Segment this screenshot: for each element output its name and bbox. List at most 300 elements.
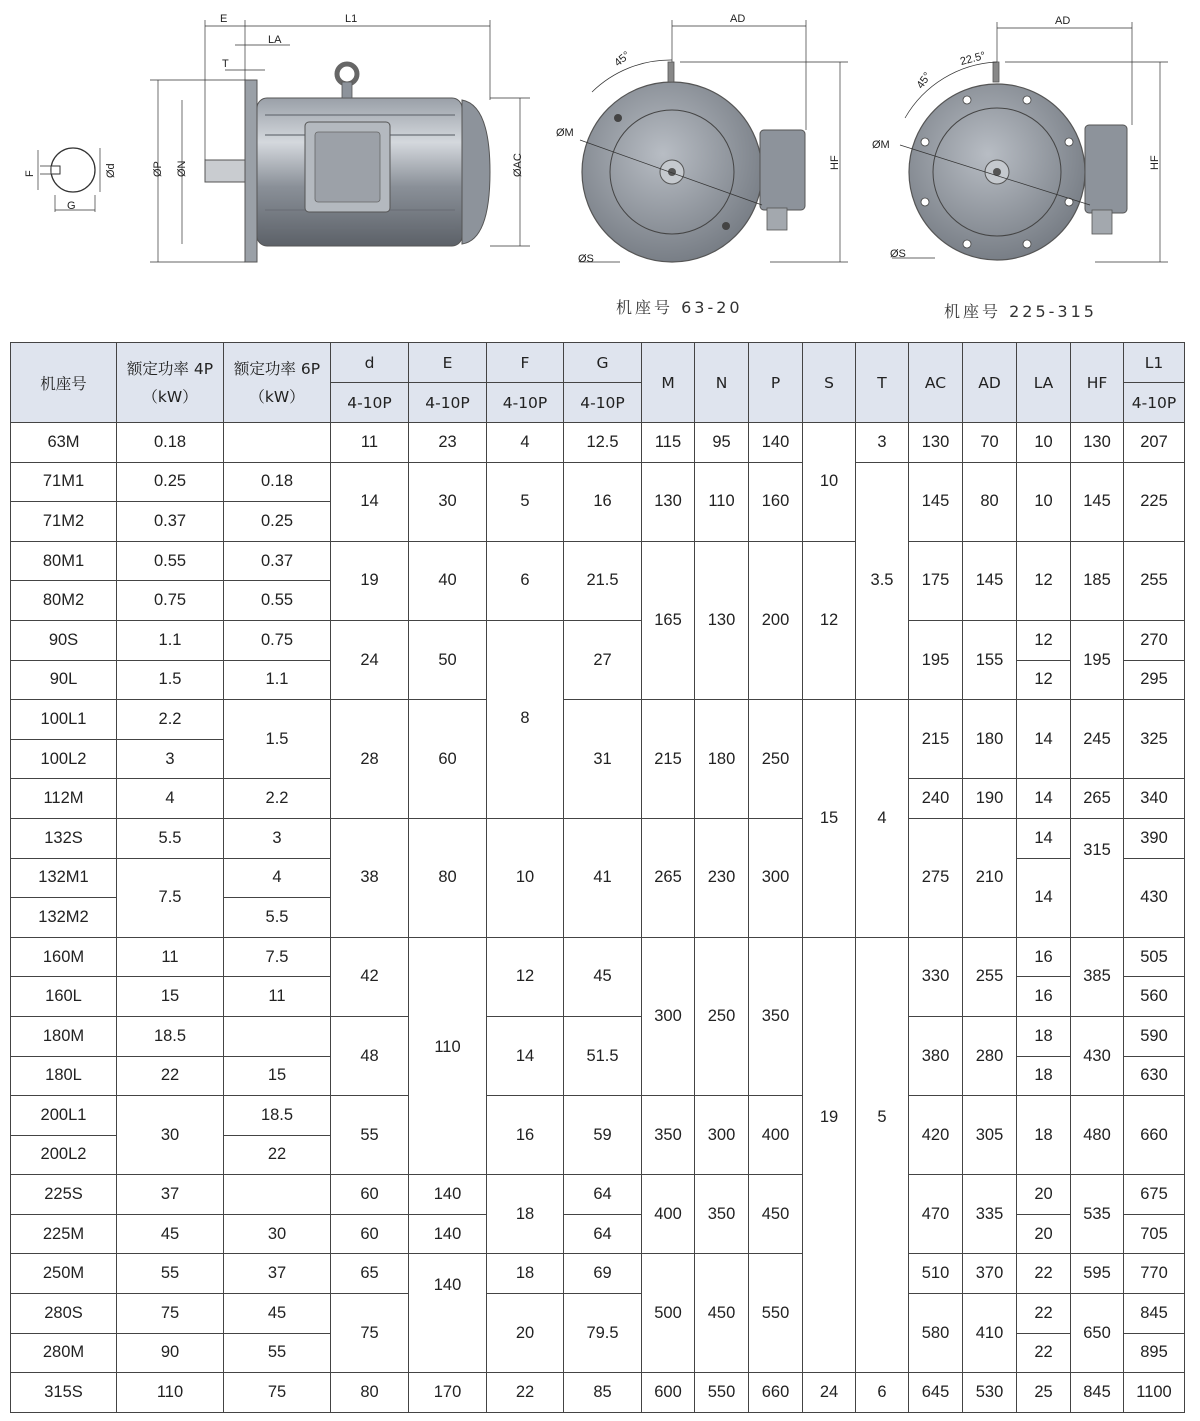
- cell-p6: [224, 1016, 331, 1056]
- cell-d: 55: [331, 1096, 409, 1175]
- header-m: M: [642, 343, 695, 423]
- cell-p4: 0.18: [117, 423, 224, 463]
- cell-t: 3.5: [856, 462, 909, 700]
- cell-ac: 145: [909, 462, 963, 541]
- motor-dimension-table: [10, 342, 1185, 1413]
- cell-d: 19: [331, 541, 409, 620]
- cell-g: 12.5: [564, 423, 642, 463]
- cell-f: 5: [487, 462, 564, 541]
- cell-f: 18: [487, 1254, 564, 1294]
- cell-t: 6: [856, 1373, 909, 1413]
- cell-ad: 530: [963, 1373, 1017, 1413]
- subheader-f: 4-10P: [487, 383, 564, 423]
- cell-p6: 0.18: [224, 462, 331, 502]
- cell-n: 230: [695, 818, 749, 937]
- cell-p6: 18.5: [224, 1096, 331, 1136]
- cell-ac: 580: [909, 1294, 963, 1373]
- cell-f: 14: [487, 1016, 564, 1095]
- cell-p: 450: [749, 1175, 803, 1254]
- cell-l1: 675: [1124, 1175, 1185, 1215]
- cell-t: 5: [856, 937, 909, 1373]
- table-row: [11, 620, 1185, 660]
- dim-label-s-1: ØS: [578, 253, 594, 265]
- cell-hf: 535: [1071, 1175, 1124, 1254]
- header-ad: AD: [963, 343, 1017, 423]
- cell-f: 20: [487, 1294, 564, 1373]
- motor-side-view: [150, 13, 530, 262]
- dim-label-p: ØP: [152, 161, 164, 177]
- cell-d: 80: [331, 1373, 409, 1413]
- cell-l1: 770: [1124, 1254, 1185, 1294]
- dim-label-ad-2: AD: [1055, 15, 1071, 27]
- cell-ad: 180: [963, 700, 1017, 779]
- cell-m: 265: [642, 818, 695, 937]
- cell-frame: 200L1: [11, 1096, 117, 1136]
- cell-la: 10: [1017, 462, 1071, 541]
- cell-frame: 280S: [11, 1294, 117, 1334]
- subheader-l1: 4-10P: [1124, 383, 1185, 423]
- cell-p4: 37: [117, 1175, 224, 1215]
- cell-p6: 75: [224, 1373, 331, 1413]
- cell-ad: 80: [963, 462, 1017, 541]
- cell-la: 22: [1017, 1333, 1071, 1373]
- cell-s: 15: [803, 700, 856, 938]
- table-row: [11, 1294, 1185, 1334]
- cell-frame: 280M: [11, 1333, 117, 1373]
- cell-p: 300: [749, 818, 803, 937]
- cell-la: 14: [1017, 858, 1071, 937]
- cell-l1: 895: [1124, 1333, 1185, 1373]
- cell-frame: 160M: [11, 937, 117, 977]
- cell-t: 3: [856, 423, 909, 463]
- cell-frame: 160L: [11, 977, 117, 1017]
- cell-f: 12: [487, 937, 564, 1016]
- cell-p4: 0.75: [117, 581, 224, 621]
- cell-m: 400: [642, 1175, 695, 1254]
- cell-e: 50: [409, 620, 487, 699]
- cell-p4: 1.1: [117, 620, 224, 660]
- table-row: [11, 1016, 1185, 1056]
- cell-p6: 2.2: [224, 779, 331, 819]
- cell-l1: 590: [1124, 1016, 1185, 1056]
- cell-n: 250: [695, 937, 749, 1095]
- dim-label-n: ØN: [176, 160, 188, 177]
- cell-m: 215: [642, 700, 695, 819]
- cell-p4: 7.5: [117, 858, 224, 937]
- cell-l1: 505: [1124, 937, 1185, 977]
- cell-d: 11: [331, 423, 409, 463]
- dim-label-e: E: [220, 13, 228, 25]
- cell-p6: 15: [224, 1056, 331, 1096]
- cell-l1: 340: [1124, 779, 1185, 819]
- cell-l1: 325: [1124, 700, 1185, 779]
- cell-l1: 630: [1124, 1056, 1185, 1096]
- cell-n: 180: [695, 700, 749, 819]
- cell-ac: 130: [909, 423, 963, 463]
- cell-la: 16: [1017, 937, 1071, 977]
- cell-p4: 45: [117, 1214, 224, 1254]
- cell-p4: 11: [117, 937, 224, 977]
- header-hf: HF: [1071, 343, 1124, 423]
- cell-d: 60: [331, 1175, 409, 1215]
- cell-l1: 560: [1124, 977, 1185, 1017]
- cell-p: 400: [749, 1096, 803, 1175]
- cell-t: 4: [856, 700, 909, 938]
- cell-g: 45: [564, 937, 642, 1016]
- cell-p4: 15: [117, 977, 224, 1017]
- cell-hf: 315: [1071, 818, 1124, 937]
- cell-hf: 245: [1071, 700, 1124, 779]
- cell-m: 130: [642, 462, 695, 541]
- cell-ad: 190: [963, 779, 1017, 819]
- cell-g: 16: [564, 462, 642, 541]
- cell-ad: 410: [963, 1294, 1017, 1373]
- cell-e: 140: [409, 1254, 487, 1373]
- cell-d: 14: [331, 462, 409, 541]
- cell-g: 69: [564, 1254, 642, 1294]
- cell-hf: 650: [1071, 1294, 1124, 1373]
- cell-n: 110: [695, 462, 749, 541]
- cell-p6: 1.5: [224, 700, 331, 779]
- cell-l1: 255: [1124, 541, 1185, 620]
- cell-hf: 845: [1071, 1373, 1124, 1413]
- header-g: G: [564, 343, 642, 383]
- cell-p4: 3: [117, 739, 224, 779]
- cell-p6: 45: [224, 1294, 331, 1334]
- cell-ac: 215: [909, 700, 963, 779]
- motor-front-view-225-315: [872, 15, 1168, 262]
- cell-p6: 30: [224, 1214, 331, 1254]
- cell-frame: 80M1: [11, 541, 117, 581]
- cell-d: 65: [331, 1254, 409, 1294]
- cell-g: 64: [564, 1214, 642, 1254]
- cell-frame: 71M1: [11, 462, 117, 502]
- table-row: [11, 818, 1185, 858]
- cell-p4: 30: [117, 1096, 224, 1175]
- cell-la: 16: [1017, 977, 1071, 1017]
- cell-la: 10: [1017, 423, 1071, 463]
- cell-l1: 390: [1124, 818, 1185, 858]
- table-row: [11, 462, 1185, 502]
- cell-m: 350: [642, 1096, 695, 1175]
- cell-f: 8: [487, 620, 564, 818]
- cell-e: 40: [409, 541, 487, 620]
- dim-label-angle-1: 45°: [612, 49, 633, 70]
- header-ac: AC: [909, 343, 963, 423]
- cell-ac: 645: [909, 1373, 963, 1413]
- cell-p6: 22: [224, 1135, 331, 1175]
- dim-label-m-2: ØM: [872, 139, 890, 151]
- cell-s: 19: [803, 937, 856, 1373]
- cell-p6: 37: [224, 1254, 331, 1294]
- cell-l1: 270: [1124, 620, 1185, 660]
- cell-frame: 132S: [11, 818, 117, 858]
- cell-la: 18: [1017, 1096, 1071, 1175]
- cell-ad: 280: [963, 1016, 1017, 1095]
- caption-frame-63-200: 机座号 63-20: [616, 298, 743, 317]
- cell-ac: 330: [909, 937, 963, 1016]
- subheader-g: 4-10P: [564, 383, 642, 423]
- header-power-4p: 额定功率 4P（kW）: [117, 343, 224, 423]
- cell-la: 25: [1017, 1373, 1071, 1413]
- dim-label-m-1: ØM: [556, 127, 574, 139]
- cell-ad: 370: [963, 1254, 1017, 1294]
- table-row: [11, 1175, 1185, 1215]
- cell-ad: 255: [963, 937, 1017, 1016]
- cell-m: 600: [642, 1373, 695, 1413]
- cell-ac: 275: [909, 818, 963, 937]
- cell-n: 550: [695, 1373, 749, 1413]
- header-la: LA: [1017, 343, 1071, 423]
- table-header-row: [11, 343, 1185, 383]
- cell-p4: 110: [117, 1373, 224, 1413]
- dim-label-angle-2b: 45°: [914, 70, 934, 91]
- cell-ad: 145: [963, 541, 1017, 620]
- cell-hf: 595: [1071, 1254, 1124, 1294]
- cell-p4: 75: [117, 1294, 224, 1334]
- cell-p4: 1.5: [117, 660, 224, 700]
- cell-p: 250: [749, 700, 803, 819]
- cell-f: 6: [487, 541, 564, 620]
- cell-la: 20: [1017, 1214, 1071, 1254]
- cell-p: 160: [749, 462, 803, 541]
- cell-p6: 4: [224, 858, 331, 898]
- header-e: E: [409, 343, 487, 383]
- cell-e: 23: [409, 423, 487, 463]
- cell-frame: 90L: [11, 660, 117, 700]
- cell-f: 16: [487, 1096, 564, 1175]
- cell-p6: [224, 423, 331, 463]
- cell-ac: 240: [909, 779, 963, 819]
- cell-p6: 3: [224, 818, 331, 858]
- cell-m: 500: [642, 1254, 695, 1373]
- dim-label-angle-2a: 22.5°: [958, 49, 987, 69]
- cell-d: 75: [331, 1294, 409, 1373]
- cell-n: 130: [695, 541, 749, 699]
- cell-hf: 195: [1071, 620, 1124, 699]
- cell-frame: 80M2: [11, 581, 117, 621]
- cell-frame: 250M: [11, 1254, 117, 1294]
- dim-label-hf-2: HF: [1149, 155, 1161, 170]
- dim-label-t: T: [222, 58, 229, 70]
- cell-p: 200: [749, 541, 803, 699]
- cell-g: 64: [564, 1175, 642, 1215]
- cell-e: 140: [409, 1175, 487, 1215]
- cell-m: 115: [642, 423, 695, 463]
- cell-f: 18: [487, 1175, 564, 1254]
- cell-n: 300: [695, 1096, 749, 1175]
- cell-d: 42: [331, 937, 409, 1016]
- header-f: F: [487, 343, 564, 383]
- cell-p6: 11: [224, 977, 331, 1017]
- cell-l1: 225: [1124, 462, 1185, 541]
- cell-s: 12: [803, 541, 856, 699]
- header-n: N: [695, 343, 749, 423]
- cell-d: 24: [331, 620, 409, 699]
- cell-f: 10: [487, 818, 564, 937]
- cell-p4: 90: [117, 1333, 224, 1373]
- cell-frame: 225M: [11, 1214, 117, 1254]
- cell-p: 140: [749, 423, 803, 463]
- cell-p4: 2.2: [117, 700, 224, 740]
- cell-la: 12: [1017, 620, 1071, 660]
- cell-ad: 155: [963, 620, 1017, 699]
- cell-p4: 55: [117, 1254, 224, 1294]
- cell-frame: 225S: [11, 1175, 117, 1215]
- cell-ad: 335: [963, 1175, 1017, 1254]
- cell-la: 12: [1017, 660, 1071, 700]
- cell-frame: 71M2: [11, 502, 117, 542]
- cell-hf: 185: [1071, 541, 1124, 620]
- cell-p6: 5.5: [224, 898, 331, 938]
- table-row: [11, 1096, 1185, 1136]
- cell-f: 22: [487, 1373, 564, 1413]
- cell-frame: 180M: [11, 1016, 117, 1056]
- cell-ac: 420: [909, 1096, 963, 1175]
- cell-p6: 0.25: [224, 502, 331, 542]
- cell-p4: 18.5: [117, 1016, 224, 1056]
- cell-la: 12: [1017, 541, 1071, 620]
- cell-f: 4: [487, 423, 564, 463]
- dim-label-hf-1: HF: [829, 155, 841, 170]
- cell-l1: 660: [1124, 1096, 1185, 1175]
- cell-p: 660: [749, 1373, 803, 1413]
- cell-e: 140: [409, 1214, 487, 1254]
- cell-d: 28: [331, 700, 409, 819]
- dim-label-la: LA: [268, 34, 282, 46]
- cell-la: 14: [1017, 700, 1071, 779]
- cell-g: 51.5: [564, 1016, 642, 1095]
- cell-frame: 90S: [11, 620, 117, 660]
- cell-p6: [224, 1175, 331, 1215]
- cell-p4: 0.37: [117, 502, 224, 542]
- dim-label-f: F: [24, 170, 36, 177]
- cell-p6: 55: [224, 1333, 331, 1373]
- dim-label-g: G: [67, 200, 76, 212]
- cell-frame: 180L: [11, 1056, 117, 1096]
- table-row: [11, 700, 1185, 740]
- dim-label-s-2: ØS: [890, 248, 906, 260]
- dim-label-d: Ød: [105, 163, 117, 178]
- dimension-drawings: [0, 0, 1200, 340]
- cell-d: 60: [331, 1214, 409, 1254]
- cell-frame: 100L1: [11, 700, 117, 740]
- table-row: [11, 937, 1185, 977]
- cell-m: 300: [642, 937, 695, 1095]
- motor-front-view-63-200: [556, 13, 848, 265]
- dim-label-l1: L1: [345, 13, 358, 25]
- cell-la: 18: [1017, 1016, 1071, 1056]
- dim-label-ad-1: AD: [730, 13, 746, 25]
- header-d: d: [331, 343, 409, 383]
- table-row: [11, 423, 1185, 463]
- cell-p4: 0.55: [117, 541, 224, 581]
- header-l1: L1: [1124, 343, 1185, 383]
- cell-ac: 175: [909, 541, 963, 620]
- cell-la: 22: [1017, 1294, 1071, 1334]
- cell-p4: 0.25: [117, 462, 224, 502]
- table-row: [11, 541, 1185, 581]
- cell-l1: 1100: [1124, 1373, 1185, 1413]
- subheader-e: 4-10P: [409, 383, 487, 423]
- cell-frame: 132M1: [11, 858, 117, 898]
- cell-g: 85: [564, 1373, 642, 1413]
- cell-g: 79.5: [564, 1294, 642, 1373]
- caption-frame-225-315: 机座号 225-315: [944, 302, 1097, 321]
- cell-hf: 430: [1071, 1016, 1124, 1095]
- cell-ac: 195: [909, 620, 963, 699]
- cell-p4: 4: [117, 779, 224, 819]
- cell-p6: 0.37: [224, 541, 331, 581]
- cell-la: 14: [1017, 779, 1071, 819]
- cell-frame: 112M: [11, 779, 117, 819]
- cell-frame: 63M: [11, 423, 117, 463]
- cell-ac: 470: [909, 1175, 963, 1254]
- cell-la: 18: [1017, 1056, 1071, 1096]
- cell-hf: 480: [1071, 1096, 1124, 1175]
- header-t: T: [856, 343, 909, 423]
- cell-p: 550: [749, 1254, 803, 1373]
- table-row: [11, 1254, 1185, 1294]
- cell-l1: 295: [1124, 660, 1185, 700]
- cell-e: 60: [409, 700, 487, 819]
- cell-p: 350: [749, 937, 803, 1095]
- shaft-key-section: [24, 148, 117, 212]
- cell-la: 22: [1017, 1254, 1071, 1294]
- cell-frame: 315S: [11, 1373, 117, 1413]
- cell-e: 170: [409, 1373, 487, 1413]
- cell-p6: 0.55: [224, 581, 331, 621]
- cell-frame: 200L2: [11, 1135, 117, 1175]
- cell-ac: 380: [909, 1016, 963, 1095]
- cell-e: 80: [409, 818, 487, 937]
- cell-ad: 210: [963, 818, 1017, 937]
- cell-ad: 70: [963, 423, 1017, 463]
- cell-l1: 845: [1124, 1294, 1185, 1334]
- cell-hf: 265: [1071, 779, 1124, 819]
- cell-p4: 5.5: [117, 818, 224, 858]
- cell-g: 27: [564, 620, 642, 699]
- cell-p6: 1.1: [224, 660, 331, 700]
- cell-d: 48: [331, 1016, 409, 1095]
- cell-ac: 510: [909, 1254, 963, 1294]
- cell-g: 59: [564, 1096, 642, 1175]
- cell-l1: 207: [1124, 423, 1185, 463]
- cell-n: 350: [695, 1175, 749, 1254]
- cell-g: 31: [564, 700, 642, 819]
- cell-p6: 7.5: [224, 937, 331, 977]
- cell-s: 10: [803, 423, 856, 542]
- cell-n: 95: [695, 423, 749, 463]
- cell-g: 41: [564, 818, 642, 937]
- header-frame: 机座号: [11, 343, 117, 423]
- cell-l1: 705: [1124, 1214, 1185, 1254]
- dim-label-ac: ØAC: [512, 153, 524, 177]
- cell-ad: 305: [963, 1096, 1017, 1175]
- cell-frame: 100L2: [11, 739, 117, 779]
- cell-g: 21.5: [564, 541, 642, 620]
- header-s: S: [803, 343, 856, 423]
- cell-la: 20: [1017, 1175, 1071, 1215]
- cell-hf: 145: [1071, 462, 1124, 541]
- cell-d: 38: [331, 818, 409, 937]
- cell-l1: 430: [1124, 858, 1185, 937]
- cell-p6: 0.75: [224, 620, 331, 660]
- cell-hf: 130: [1071, 423, 1124, 463]
- header-p: P: [749, 343, 803, 423]
- cell-s: 24: [803, 1373, 856, 1413]
- header-power-6p: 额定功率 6P（kW）: [224, 343, 331, 423]
